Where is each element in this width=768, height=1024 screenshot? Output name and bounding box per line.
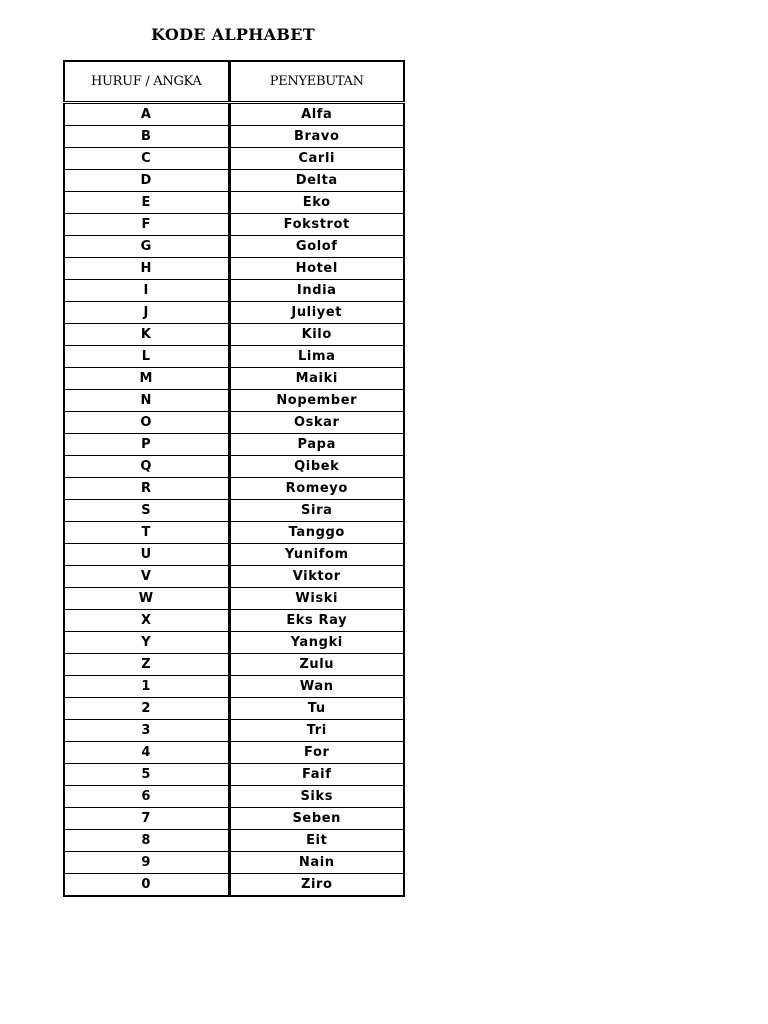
cell-letter-number: D [64, 170, 229, 192]
cell-pronunciation: Nopember [229, 390, 404, 412]
cell-letter-number: J [64, 302, 229, 324]
table-row [64, 720, 404, 742]
cell-pronunciation: Yunifom [229, 544, 404, 566]
table-row [64, 522, 404, 544]
table-row [64, 852, 404, 874]
column-header-pronunciation: PENYEBUTAN [229, 61, 404, 103]
cell-pronunciation: Nain [229, 852, 404, 874]
alphabet-code-table [63, 60, 405, 897]
cell-pronunciation: Alfa [229, 103, 404, 126]
cell-pronunciation: Wan [229, 676, 404, 698]
cell-letter-number: E [64, 192, 229, 214]
table-row [64, 698, 404, 720]
cell-letter-number: 2 [64, 698, 229, 720]
cell-pronunciation: Eko [229, 192, 404, 214]
table-row [64, 676, 404, 698]
cell-letter-number: F [64, 214, 229, 236]
table-body [64, 103, 404, 897]
cell-pronunciation: Qibek [229, 456, 404, 478]
cell-pronunciation: Eit [229, 830, 404, 852]
page-title: KODE ALPHABET [151, 25, 315, 44]
cell-pronunciation: Seben [229, 808, 404, 830]
table-row [64, 456, 404, 478]
cell-pronunciation: Oskar [229, 412, 404, 434]
cell-letter-number: 7 [64, 808, 229, 830]
cell-pronunciation: Eks Ray [229, 610, 404, 632]
cell-pronunciation: India [229, 280, 404, 302]
cell-letter-number: 5 [64, 764, 229, 786]
cell-pronunciation: Lima [229, 346, 404, 368]
table-row [64, 786, 404, 808]
cell-pronunciation: Kilo [229, 324, 404, 346]
table-row [64, 654, 404, 676]
cell-letter-number: S [64, 500, 229, 522]
cell-letter-number: X [64, 610, 229, 632]
cell-pronunciation: Hotel [229, 258, 404, 280]
cell-pronunciation: Delta [229, 170, 404, 192]
table-row [64, 764, 404, 786]
cell-letter-number: N [64, 390, 229, 412]
cell-pronunciation: For [229, 742, 404, 764]
cell-letter-number: V [64, 566, 229, 588]
cell-pronunciation: Tanggo [229, 522, 404, 544]
cell-letter-number: P [64, 434, 229, 456]
cell-letter-number: B [64, 126, 229, 148]
table-row [64, 103, 404, 126]
cell-pronunciation: Romeyo [229, 478, 404, 500]
table-row [64, 302, 404, 324]
cell-letter-number: L [64, 346, 229, 368]
cell-pronunciation: Viktor [229, 566, 404, 588]
table-row [64, 588, 404, 610]
table-row [64, 632, 404, 654]
cell-pronunciation: Siks [229, 786, 404, 808]
cell-letter-number: H [64, 258, 229, 280]
table-row [64, 874, 404, 897]
cell-letter-number: W [64, 588, 229, 610]
table-row [64, 610, 404, 632]
cell-letter-number: A [64, 103, 229, 126]
cell-letter-number: T [64, 522, 229, 544]
cell-pronunciation: Papa [229, 434, 404, 456]
table-row [64, 368, 404, 390]
table-row [64, 126, 404, 148]
table-row [64, 808, 404, 830]
cell-letter-number: R [64, 478, 229, 500]
cell-letter-number: Q [64, 456, 229, 478]
cell-pronunciation: Faif [229, 764, 404, 786]
cell-pronunciation: Zulu [229, 654, 404, 676]
table-row [64, 280, 404, 302]
cell-letter-number: U [64, 544, 229, 566]
table-row [64, 214, 404, 236]
cell-letter-number: G [64, 236, 229, 258]
table-row [64, 742, 404, 764]
cell-letter-number: 8 [64, 830, 229, 852]
table-row [64, 478, 404, 500]
cell-pronunciation: Sira [229, 500, 404, 522]
cell-letter-number: 0 [64, 874, 229, 897]
cell-letter-number: M [64, 368, 229, 390]
cell-pronunciation: Bravo [229, 126, 404, 148]
cell-letter-number: 6 [64, 786, 229, 808]
cell-pronunciation: Carli [229, 148, 404, 170]
cell-letter-number: K [64, 324, 229, 346]
cell-letter-number: 9 [64, 852, 229, 874]
cell-pronunciation: Wiski [229, 588, 404, 610]
cell-letter-number: 1 [64, 676, 229, 698]
table-header-row [64, 61, 404, 103]
cell-letter-number: O [64, 412, 229, 434]
cell-letter-number: Z [64, 654, 229, 676]
cell-pronunciation: Ziro [229, 874, 404, 897]
cell-pronunciation: Tri [229, 720, 404, 742]
cell-letter-number: 3 [64, 720, 229, 742]
table-row [64, 170, 404, 192]
cell-pronunciation: Juliyet [229, 302, 404, 324]
table-row [64, 830, 404, 852]
cell-pronunciation: Maiki [229, 368, 404, 390]
cell-letter-number: C [64, 148, 229, 170]
cell-pronunciation: Golof [229, 236, 404, 258]
table-row [64, 412, 404, 434]
table-row [64, 258, 404, 280]
table-row [64, 324, 404, 346]
cell-letter-number: Y [64, 632, 229, 654]
table-row [64, 390, 404, 412]
table-row [64, 236, 404, 258]
table-row [64, 346, 404, 368]
column-header-letter-number: HURUF / ANGKA [64, 61, 229, 103]
table-row [64, 148, 404, 170]
cell-pronunciation: Tu [229, 698, 404, 720]
cell-pronunciation: Yangki [229, 632, 404, 654]
table-row [64, 192, 404, 214]
table-row [64, 544, 404, 566]
table-row [64, 500, 404, 522]
cell-letter-number: I [64, 280, 229, 302]
cell-pronunciation: Fokstrot [229, 214, 404, 236]
cell-letter-number: 4 [64, 742, 229, 764]
table-row [64, 434, 404, 456]
table-row [64, 566, 404, 588]
